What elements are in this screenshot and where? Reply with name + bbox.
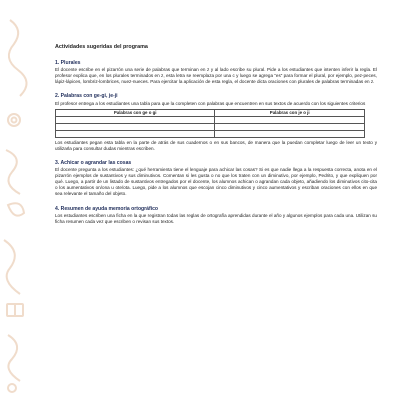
table-row bbox=[56, 130, 365, 137]
section-title: 1. Plurales bbox=[55, 60, 81, 67]
section-title: 3. Achicar o agrandar las cosas bbox=[55, 159, 132, 166]
table-row bbox=[56, 116, 365, 123]
section-title: 2. Palabras con ge-gi, je-ji bbox=[55, 93, 118, 100]
section-paragraph: Los estudiantes escriben una ficha en la que registran todas las reglas de ortografía aprendidas durante el año y algunos ejemplos para cada una. Utilizan su ficha resumen cada vez que escriben o revisan sus textos. bbox=[55, 212, 377, 224]
leaf-ornament bbox=[8, 203, 24, 215]
table-header: Palabras con ge o gi bbox=[56, 109, 215, 116]
section-plurales bbox=[55, 60, 377, 85]
document-page bbox=[55, 44, 377, 233]
table-cell bbox=[215, 123, 365, 130]
table-cell bbox=[56, 116, 215, 123]
words-table bbox=[55, 109, 365, 138]
table-cell bbox=[215, 130, 365, 137]
section-paragraph: El docente pregunta a los estudiantes: ¿qué herramienta tiene el lenguaje para achicar las cosas? Si es que nadie llega a la respuesta correcta, anota en el pizarrón ejemplos de sustantivos y sus diminutivos. Comentan si les gusta o no que los traten con un diminutivo, por ejemplo, Pedrito, y que expliquen por qué. Luego, a partir de un listado de sustantivos entregados por el docente, los alumnos achican o agrandan cada objeto, añadiendo los diminutivos cito-cita o los aumentativos on/ona u ote/ota. Luego, pide a los alumnos que escojan cinco diminutivos y cinco aumentativos y escriban oraciones con ellos en que sea relevante el tamaño del objeto. bbox=[55, 167, 377, 197]
table-header: Palabras con je o ji bbox=[215, 109, 365, 116]
table-header-row bbox=[56, 109, 365, 116]
table-cell bbox=[56, 123, 215, 130]
document-title: Actividades sugeridas del programa bbox=[55, 44, 148, 50]
section-paragraph: El profesor entrega a los estudiantes una tabla para que la completen con palabras que encuentren en sus textos de acuerdo con los siguientes criterios bbox=[55, 100, 366, 106]
section-achicar-agrandar bbox=[55, 160, 377, 198]
circle-ornament bbox=[8, 114, 20, 126]
table-cell bbox=[56, 130, 215, 137]
decorative-border bbox=[0, 0, 34, 400]
swirl-ornament bbox=[9, 20, 27, 96]
table-row bbox=[56, 123, 365, 130]
section-title: 4. Resumen de ayuda memoria ortográfico bbox=[55, 205, 159, 212]
table-cell bbox=[215, 116, 365, 123]
section-resumen-ortografico bbox=[55, 206, 377, 225]
section-palabras-ge-gi-je-ji bbox=[55, 93, 377, 151]
section-paragraph: Los estudiantes pegan esta tabla en la parte de atrás de sus cuadernos o en sus bancos, de manera que la puedan completar luego de leer un texto y utilizarla para consultar dudas mientras escriben. bbox=[55, 139, 377, 151]
section-paragraph: El docente escribe en el pizarrón una serie de palabras que terminan en z y al lado escribe su plural. Pide a los estudiantes que intenten inferir la regla. El profesor explica que, en los plurales terminados en z, esta letra se reemplaza por una c y luego se agrega “es” para formar el plural, por ejemplo, pez-peces, lápiz-lápices, lombriz-lombrices, nuez-nueces. Para ejercitar la aplicación de esta regla, el docente dicta oraciones con plurales de palabras terminadas en z. bbox=[55, 67, 377, 85]
